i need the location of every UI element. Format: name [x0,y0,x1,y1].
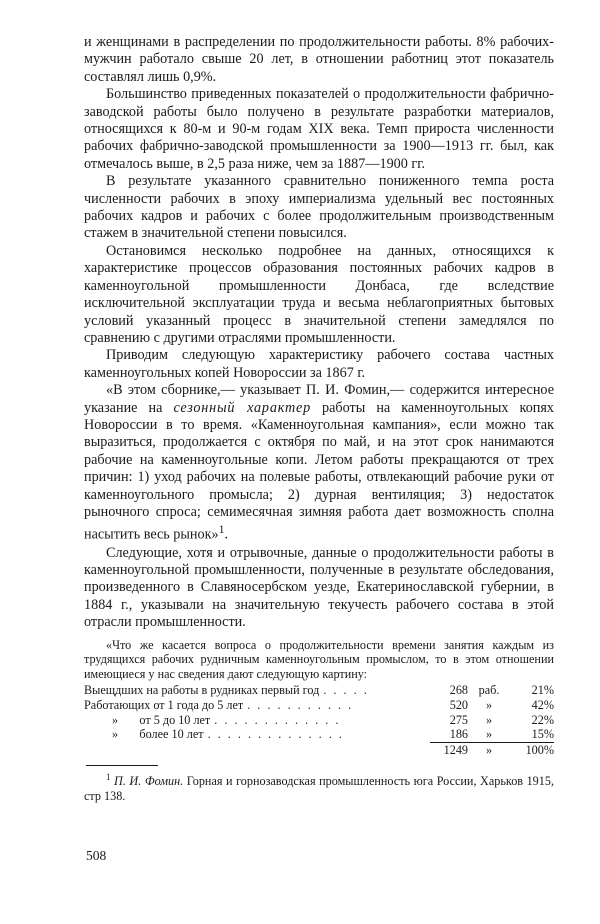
page-content [84,34,554,804]
page-number: 508 [86,848,107,863]
table-row-label-cell [84,683,430,698]
table-row-label-cell [84,727,430,742]
paragraph-4: Остановимся несколько подробнее на данных, относящихся к характеристике процессов образования постоянных рабочих кадров в каменноугольной промышленности Донбаса, где вследствие исключительной эксплуатации труда и весьма неблагоприятных бытовых условий указанный процесс в значительной степени замедлялся по сравнению с другими отраслями промышленности. [84,242,554,346]
footnote-divider [86,765,158,766]
leader-dots: . . . . . [323,683,369,698]
table-row-percent: 42% [531,697,554,712]
table-row-label: » более 10 лет [112,727,204,742]
paragraph-6 [84,382,554,544]
leader-dots: . . . . . . . . . . . . . [214,712,341,727]
table-row [84,698,554,713]
table-row-value: 275 [449,712,468,727]
table-row-unit: » [485,727,493,742]
footnote-author: П. И. Фомин. [114,774,184,789]
table-row-label: Работающих от 1 года до 5 лет [84,697,244,712]
table-total-spacer [84,742,430,757]
leader-dots: . . . . . . . . . . . . . . [207,727,344,742]
footnote-marker: 1 [106,772,111,783]
table-row-percent: 21% [531,683,554,698]
paragraph-6-emphasis: сезонный характер [173,399,311,416]
table-total-row [84,742,554,757]
paragraph-6-rest: работы на каменноугольных копях Новороссии в то время. «Каменноугольная кампания», если можно так выразиться, продолжается с октября по май, и на этот срок нанимаются рабочие на каменноугольные копи. Летом работы прекращаются от трех причин: 1) уход рабочих на полевые работы, отвлекающий рабочие руки от каменноугольного промысла; 2) дурная вентиляция; 3) недостаток рыночного спроса; семимесячная зимняя работа дает возможность сполна насытить весь рынок» [84,399,554,544]
table-row [84,683,554,698]
table-total-unit: » [468,742,510,757]
table-row [84,713,554,728]
table-row-value: 268 [449,683,468,698]
quote-text: «Что же касается вопроса о продолжительности времени занятия каждым из трудящихся рабочих рудничным каменноугольным промыслом, то в этом отношении имеющиеся у нас сведения дают следующую картину: [84,637,554,681]
table-row-value: 186 [449,727,468,742]
paragraph-1: и женщинами в распределении по продолжительности работы. 8% рабочих-мужчин работало свыше 20 лет, в отношении работниц этот показатель составлял лишь 0,9%. [84,34,554,85]
table-row-percent: 22% [531,712,554,727]
paragraph-6-end: . [224,527,229,544]
paragraph-5: Приводим следующую характеристику рабочего состава частных каменноугольных копей Новороссии за 1867 г. [84,347,554,381]
table-row-label-cell [84,713,430,728]
paragraph-6-start: «В этом сборнике,— указывает П. И. Фомин,— содержится интересное указание на [84,382,554,416]
footnote [84,770,554,804]
table-row [84,727,554,742]
main-text [84,34,554,632]
table-total-percent: 100% [510,742,554,757]
footnote-text: Горная и горнозаводская промышленность юга России, Харьков 1915, стр 138. [84,774,555,804]
table-row-label: » от 5 до 10 лет [112,712,211,727]
leader-dots: . . . . . . . . . . . [247,697,354,712]
table-row-unit: » [485,712,493,727]
paragraph-2: Большинство приведенных показателей о продолжительности фабрично-заводской работы было получено в результате разработки материалов, относящихся к 80-м и 90-м годам XIX века. Темп прироста численности рабочих фабрично-заводской промышленности за 1900—1913 гг. был, как отмечалось выше, в 2,5 раза ниже, чем за 1887—1900 гг. [84,86,554,172]
quote-block [84,638,554,758]
paragraph-3: В результате указанного сравнительно пониженного темпа роста численности рабочих в эпоху империализма удельный вес постоянных рабочих кадров и рабочих с более продолжительным производственным стажем в значительной степени повысился. [84,173,554,242]
table-row-label-cell [84,698,430,713]
paragraph-7: Следующие, хотя и отрывочные, данные о продолжительности работы в каменноугольной промышленности, полученные в результате обследования, произведенного в Славяносербском уезде, Екатеринославской губернии, в 1884 г., указывали на значительную текучесть рабочего состава в этой отрасли промышленности. [84,544,554,631]
footnote-reference: 1 [218,522,225,537]
table-total-value: 1249 [430,742,468,757]
table-row-unit: » [485,697,493,712]
table-row-unit: раб. [478,683,500,698]
table-row-value: 520 [449,697,468,712]
table-row-label: Выещдших на работы в рудниках первый год [84,683,320,698]
table-row-percent: 15% [531,727,554,742]
worker-tenure-table [84,683,554,757]
